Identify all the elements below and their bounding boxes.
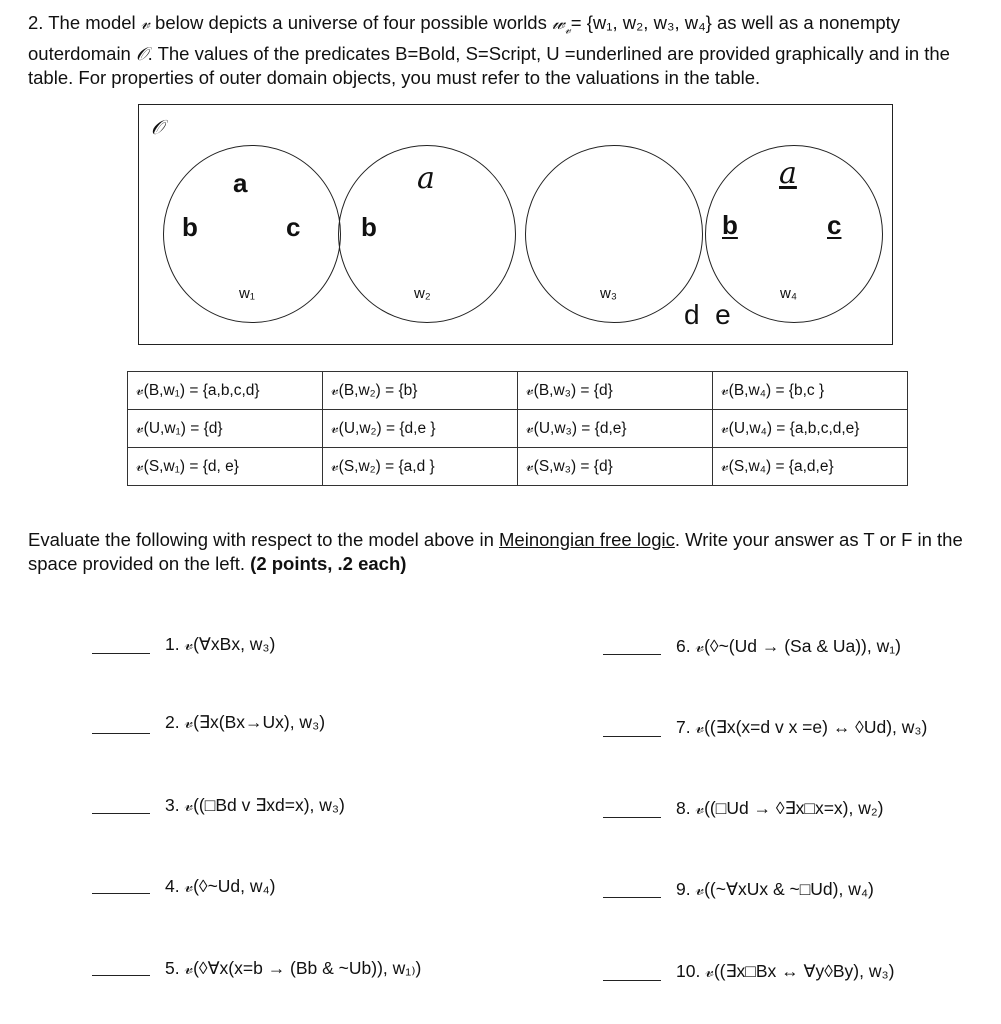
outer-domain-objects: d e (684, 299, 731, 330)
table-cell: 𝓋(S,w₄) = {a,d,e} (713, 448, 908, 486)
script-o-symbol: 𝒪 (135, 43, 148, 65)
intro-text-4: . The values of the predicates B=Bold, S=Script, U =underlined are provided graphically and in the table. For properties of outer domain objects, you must refer to the valuations in the table. (28, 42, 950, 88)
intro-text-1: 2. The model (28, 12, 141, 33)
answer-blank-7[interactable] (603, 736, 661, 737)
question-8: 8. 𝓋((□Ud → ◊∃x□x=x), w₂) (676, 798, 884, 818)
table-row (128, 410, 908, 448)
answer-blank-9[interactable] (603, 897, 661, 898)
w2-label: w₂ (414, 285, 431, 302)
w4-label: w₄ (780, 285, 797, 302)
table-cell: 𝓋(U,w₂) = {d,e } (323, 410, 518, 448)
question-1: 1. 𝓋(∀xBx, w₃) (165, 634, 276, 654)
points-note: (2 points, .2 each) (250, 553, 407, 574)
table-row (128, 372, 908, 410)
intro-text-3: = {w₁, w₂, w₃, w₄} as well as a nonempty outerdomain (28, 12, 901, 64)
question-6: 6. 𝓋(◊~(Ud → (Sa & Ua)), w₁) (676, 636, 901, 656)
answer-blank-4[interactable] (92, 893, 150, 894)
table-cell: 𝓋(U,w₃) = {d,e} (518, 410, 713, 448)
table-cell: 𝓋(B,w₁) = {a,b,c,d} (128, 372, 323, 410)
problem-intro (28, 11, 993, 89)
instructions-text-2: . Write your answer as T or F in the space provided on the left. (28, 529, 963, 574)
world-w1 (163, 145, 341, 323)
w1-label: w₁ (239, 285, 255, 302)
w4-object-c: c (827, 210, 842, 240)
table-cell: 𝓋(B,w₂) = {b} (323, 372, 518, 410)
answer-blank-1[interactable] (92, 653, 150, 654)
answer-blank-5[interactable] (92, 975, 150, 976)
table-cell: 𝓋(U,w₁) = {d} (128, 410, 323, 448)
outer-domain-label: 𝒪 (151, 115, 164, 139)
table-cell: 𝓋(B,w₄) = {b,c } (713, 372, 908, 410)
question-3: 3. 𝓋((□Bd v ∃xd=x), w₃) (165, 795, 345, 815)
instructions-text-1: Evaluate the following with respect to the model above in (28, 529, 500, 550)
question-5: 5. 𝓋(◊∀x(x=b → (Bb & ~Ub)), w₁₎) (165, 958, 422, 978)
question-4: 4. 𝓋(◊~Ud, w₄) (165, 876, 276, 896)
w2-object-b: b (361, 212, 377, 242)
world-w3 (525, 145, 703, 323)
answer-blank-2[interactable] (92, 733, 150, 734)
table-cell: 𝓋(S,w₂) = {a,d } (323, 448, 518, 486)
w2-object-a: a (417, 161, 435, 196)
question-10: 10. 𝓋((∃x□Bx ↔ ∀y◊By), w₃) (676, 961, 895, 981)
script-v-symbol: 𝓋 (140, 13, 150, 34)
table-row (128, 448, 908, 486)
answer-blank-3[interactable] (92, 813, 150, 814)
table-cell: 𝓋(S,w₃) = {d} (518, 448, 713, 486)
table-cell: 𝓋(S,w₁) = {d, e} (128, 448, 323, 486)
instructions (28, 528, 993, 576)
answer-blank-8[interactable] (603, 817, 661, 818)
script-v-subscript: 𝓋 (564, 22, 571, 37)
answer-blank-6[interactable] (603, 654, 661, 655)
w1-object-b: b (182, 212, 198, 242)
question-9: 9. 𝓋((~∀xUx & ~□Ud), w₄) (676, 879, 874, 899)
w4-object-b: b (722, 210, 738, 240)
w1-object-c: c (286, 212, 301, 242)
question-7: 7. 𝓋((∃x(x=d v x =e) ↔ ◊Ud), w₃) (676, 717, 928, 737)
w3-label: w₃ (600, 285, 617, 302)
question-2: 2. 𝓋(∃x(Bx→Ux), w₃) (165, 712, 326, 732)
meinongian-free-logic-link[interactable]: Meinongian free logic (499, 529, 675, 550)
model-diagram (138, 104, 893, 345)
answer-blank-10[interactable] (603, 980, 661, 981)
script-w-symbol: 𝓌 (552, 13, 565, 34)
intro-text-2: below depicts a universe of four possible worlds (149, 12, 552, 33)
w4-object-a: a (779, 156, 797, 191)
world-w2 (338, 145, 516, 323)
world-w4 (705, 145, 883, 323)
table-cell: 𝓋(B,w₃) = {d} (518, 372, 713, 410)
w1-object-a: a (233, 168, 248, 198)
valuation-table (127, 371, 908, 486)
table-cell: 𝓋(U,w₄) = {a,b,c,d,e} (713, 410, 908, 448)
